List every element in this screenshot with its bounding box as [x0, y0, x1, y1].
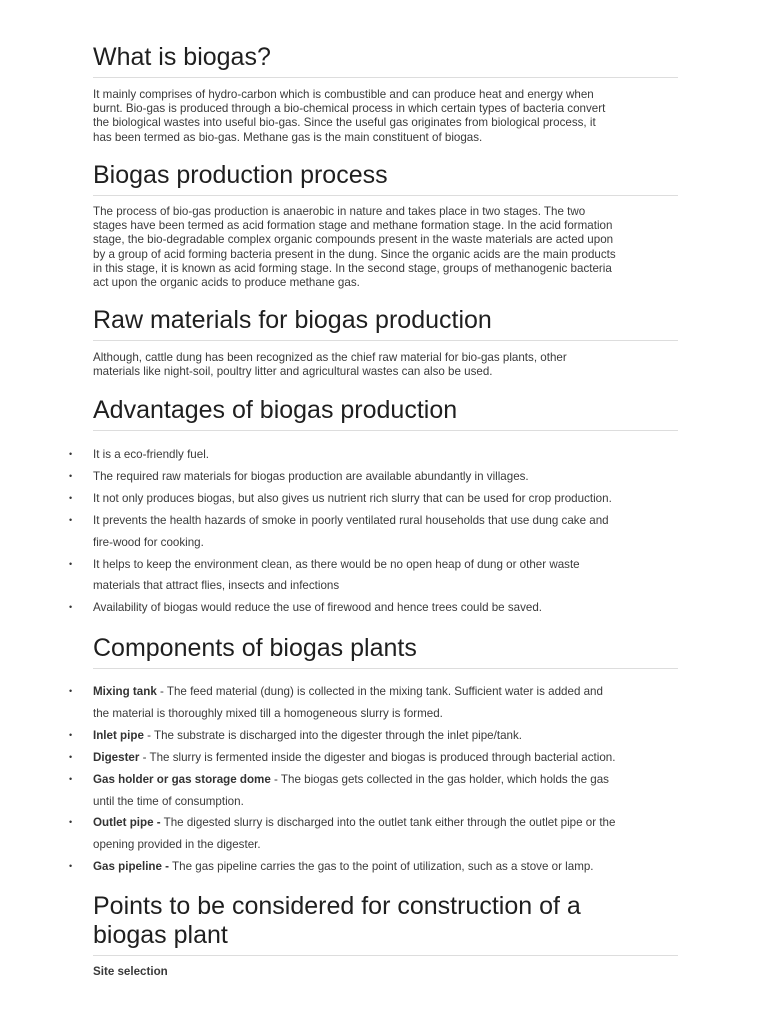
- heading-components: Components of biogas plants: [93, 634, 678, 669]
- bullet-icon: •: [69, 861, 73, 872]
- bullet-icon: •: [69, 470, 73, 481]
- bullet-icon: •: [69, 558, 73, 569]
- component-term: Gas holder or gas storage dome: [93, 772, 271, 786]
- paragraph-line: by a group of acid forming bacteria present in the dung. Since the organic acids are the main products: [93, 247, 616, 261]
- bullet-icon: •: [69, 492, 73, 503]
- paragraph-line: the biological wastes into useful bio-gas. Since the useful gas originates from biological process, it: [93, 116, 596, 130]
- list-item: • It prevents the health hazards of smoke in poorly ventilated rural households that use dung cake and fire-wood for cooking.: [93, 510, 693, 554]
- list-item: • It is a eco-friendly fuel.: [93, 444, 693, 466]
- list-item: • The required raw materials for biogas production are available abundantly in villages.: [93, 466, 693, 488]
- heading-what-is-biogas: What is biogas?: [93, 43, 678, 78]
- paragraph-line: materials like night-soil, poultry litter and agricultural wastes can also be used.: [93, 365, 493, 379]
- components-list: [69, 681, 693, 878]
- bullet-icon: •: [69, 514, 73, 525]
- paragraph-line: Although, cattle dung has been recognized as the chief raw material for bio-gas plants, other: [93, 351, 567, 364]
- list-item: • Inlet pipe - The substrate is discharged into the digester through the inlet pipe/tank.: [93, 725, 693, 747]
- bullet-icon: •: [69, 686, 73, 696]
- component-term: Inlet pipe: [93, 728, 144, 742]
- heading-advantages: Advantages of biogas production: [93, 396, 678, 431]
- paragraph-line: It mainly comprises of hydro-carbon which is combustible and can produce heat and energy when: [93, 88, 594, 101]
- list-item: • Digester - The slurry is fermented inside the digester and biogas is produced through bacterial action.: [93, 747, 693, 769]
- bullet-icon: •: [69, 817, 73, 828]
- component-term: Gas pipeline -: [93, 860, 170, 874]
- bullet-icon: •: [69, 729, 73, 740]
- paragraph-line: stage, the bio-degradable complex organic compounds present in the waste materials are acted upon: [93, 233, 614, 247]
- paragraph-line: act upon the organic acids to produce methane gas.: [93, 276, 360, 290]
- bullet-icon: •: [69, 449, 73, 459]
- heading-production-process: Biogas production process: [93, 161, 678, 196]
- list-item: • It helps to keep the environment clean, as there would be no open heap of dung or other waste materials that attract flies, insects and infections: [93, 554, 693, 598]
- list-item: • Gas pipeline - The gas pipeline carries the gas to the point of utilization, such as a stove or lamp.: [93, 856, 693, 878]
- paragraph-line: burnt. Bio-gas is produced through a bio-chemical process in which certain types of bacteria convert: [93, 102, 606, 116]
- bullet-icon: •: [69, 751, 73, 762]
- component-term: Digester: [93, 750, 140, 764]
- paragraph-line: in this stage, it is known as acid forming stage. In the second stage, groups of methanogenic bacteria: [93, 261, 612, 275]
- paragraph-line: The process of bio-gas production is anaerobic in nature and takes place in two stages. The two: [93, 205, 586, 218]
- advantages-list: [69, 444, 693, 619]
- component-term: Outlet pipe -: [93, 816, 161, 830]
- bullet-icon: •: [69, 773, 73, 784]
- paragraph-line: has been termed as bio-gas. Methane gas is the main constituent of biogas.: [93, 130, 483, 144]
- list-item: • It not only produces biogas, but also gives us nutrient rich slurry that can be used for crop production.: [93, 488, 693, 510]
- component-term: Mixing tank: [93, 685, 157, 698]
- paragraph-what-is-biogas: [93, 88, 683, 145]
- paragraph-line: stages have been termed as acid formation stage and methane formation stage. In the acid formation: [93, 219, 613, 233]
- list-item: • Outlet pipe - The digested slurry is discharged into the outlet tank either through the outlet pipe or the opening provided in the digester.: [93, 812, 693, 856]
- subheading-site-selection: Site selection: [93, 965, 168, 978]
- list-item: • Availability of biogas would reduce the use of firewood and hence trees could be saved.: [93, 597, 693, 619]
- heading-construction-points: Points to be considered for construction of a biogas plant: [93, 892, 678, 956]
- paragraph-raw-materials: [93, 351, 683, 379]
- list-item: • Gas holder or gas storage dome - The biogas gets collected in the gas holder, which holds the gas until the time of consumption.: [93, 769, 693, 813]
- bullet-icon: •: [69, 602, 73, 613]
- list-item: • Mixing tank - The feed material (dung) is collected in the mixing tank. Sufficient water is added and the material is thoroughly mixed till a homogeneous slurry is formed.: [93, 681, 693, 725]
- paragraph-production-process: [93, 205, 683, 290]
- heading-raw-materials: Raw materials for biogas production: [93, 306, 678, 341]
